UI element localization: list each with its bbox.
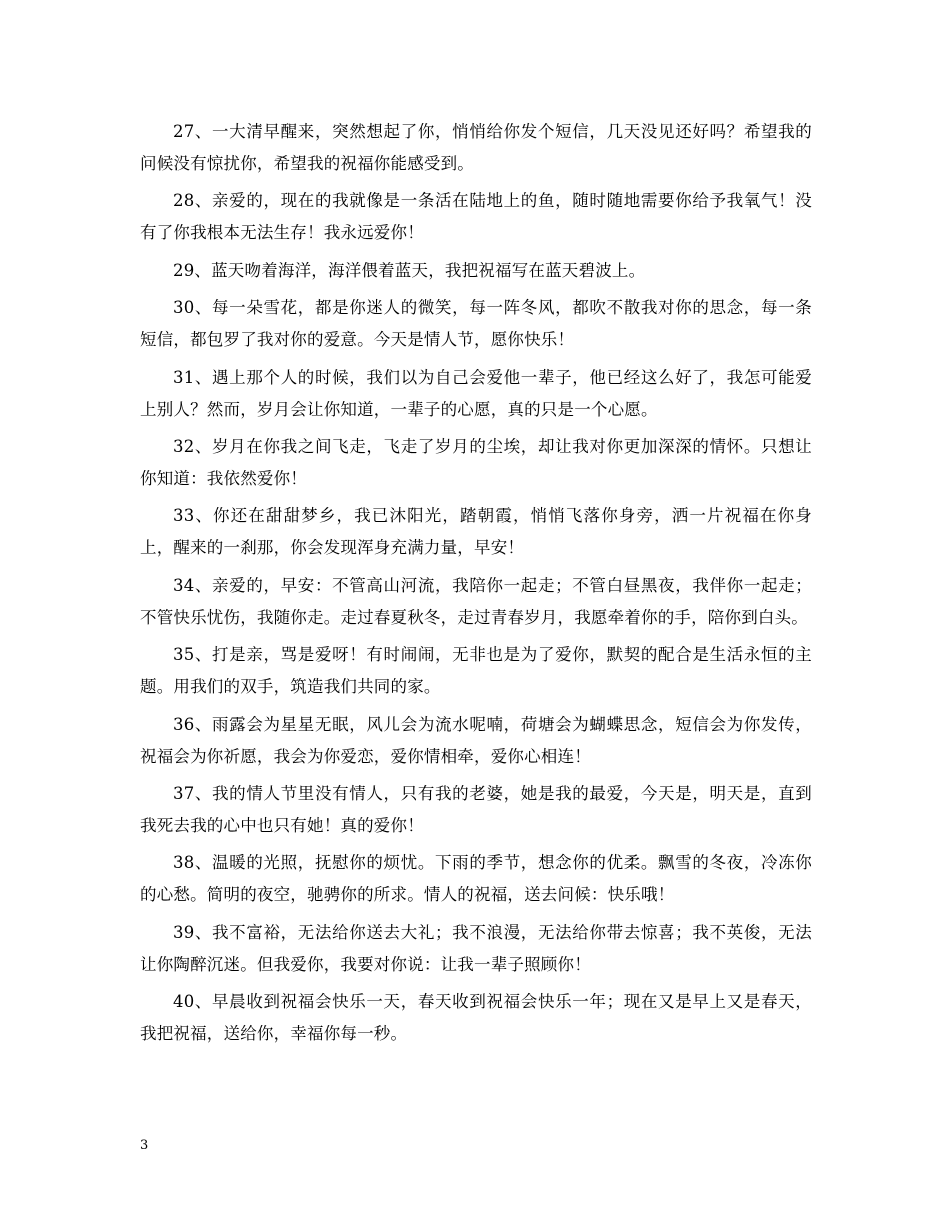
document-body [140,116,812,1055]
paragraph-35: 35、打是亲，骂是爱呀！有时闹闹，无非也是为了爱你，默契的配合是生活永恒的主题。用我们的双手，筑造我们共同的家。 [140,645,812,697]
paragraph-28: 28、亲爱的，现在的我就像是一条活在陆地上的鱼，随时随地需要你给予我氧气！没有了你我根本无法生存！我永远爱你！ [140,191,812,243]
paragraph-27: 27、一大清早醒来，突然想起了你，悄悄给你发个短信，几天没见还好吗？希望我的问候没有惊扰你，希望我的祝福你能感受到。 [140,122,812,173]
paragraph-37: 37、我的情人节里没有情人，只有我的老婆，她是我的最爱，今天是，明天是，直到我死去我的心中也只有她！真的爱你！ [140,783,812,835]
page-number: 3 [140,1138,149,1153]
paragraph-32: 32、岁月在你我之间飞走，飞走了岁月的尘埃，却让我对你更加深深的情怀。只想让你知道：我依然爱你！ [140,436,812,488]
paragraph-33: 33、你还在甜甜梦乡，我已沐阳光，踏朝霞，悄悄飞落你身旁，洒一片祝福在你身上，醒来的一刹那，你会发现浑身充满力量，早安！ [140,506,812,558]
paragraph-30: 30、每一朵雪花，都是你迷人的微笑，每一阵冬风，都吹不散我对你的思念，每一条短信，都包罗了我对你的爱意。今天是情人节，愿你快乐！ [140,298,812,350]
paragraph-40: 40、早晨收到祝福会快乐一天，春天收到祝福会快乐一年；现在又是早上又是春天，我把祝福，送给你，幸福你每一秒。 [140,992,812,1044]
paragraph-29: 29、蓝天吻着海洋，海洋偎着蓝天，我把祝福写在蓝天碧波上。 [173,260,646,280]
paragraph-31: 31、遇上那个人的时候，我们以为自己会爱他一辈子，他已经这么好了，我怎可能爱上别人？然而，岁月会让你知道，一辈子的心愿，真的只是一个心愿。 [140,367,812,419]
paragraph-38: 38、温暖的光照，抚慰你的烦忧。下雨的季节，想念你的优柔。飘雪的冬夜，冷冻你的心愁。简明的夜空，驰骋你的所求。情人的祝福，送去问候：快乐哦！ [140,853,812,905]
paragraph-39: 39、我不富裕，无法给你送去大礼；我不浪漫，无法给你带去惊喜；我不英俊，无法让你陶醉沉迷。但我爱你，我要对你说：让我一辈子照顾你！ [140,922,812,974]
paragraph-34: 34、亲爱的，早安：不管高山河流，我陪你一起走；不管白昼黑夜，我伴你一起走；不管快乐忧伤，我随你走。走过春夏秋冬，走过青春岁月，我愿牵着你的手，陪你到白头。 [140,575,812,627]
paragraph-36: 36、雨露会为星星无眠，风儿会为流水呢喃，荷塘会为蝴蝶思念，短信会为你发传，祝福会为你祈愿，我会为你爱恋，爱你情相牵，爱你心相连！ [140,714,812,766]
